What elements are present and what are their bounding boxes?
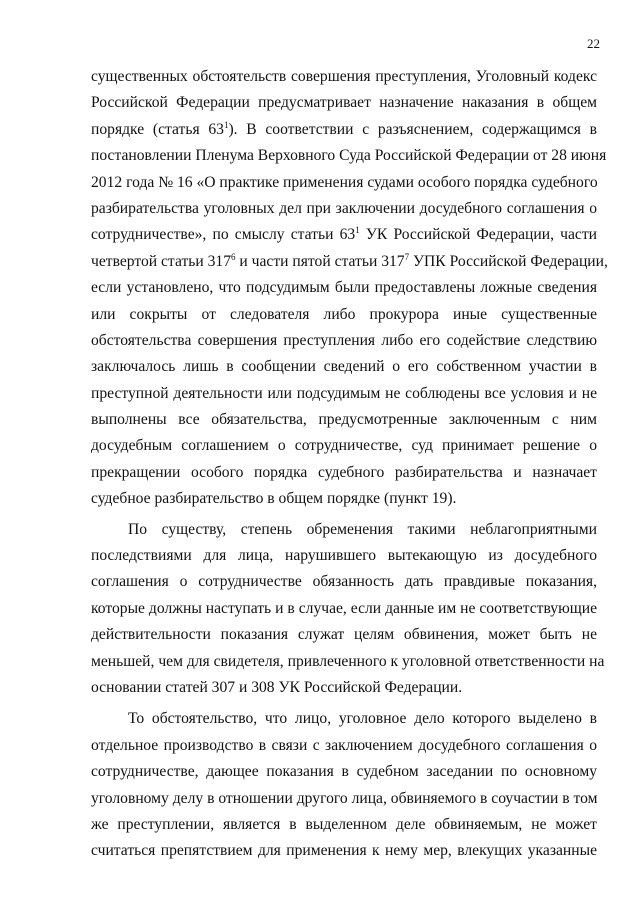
text-segment: преступной деятельности или подсудимым не соблюдены все условия и не: [91, 384, 597, 402]
text-line: [91, 407, 597, 433]
superscript: 1: [223, 119, 229, 130]
text-segment: же преступлении, является в выделенном деле обвиняемым, не может: [91, 815, 597, 833]
text-line: [91, 486, 597, 512]
page-number: 22: [587, 36, 600, 51]
text-segment: сотрудничестве, дающее показания в судебном заседании по основному: [91, 763, 597, 781]
text-line: [91, 706, 597, 732]
text-line: [91, 675, 597, 701]
text-segment: выполнены все обязательства, предусмотренные заключенным с ним: [91, 411, 597, 429]
text-segment: существенных обстоятельств совершения преступления, Уголовный кодекс: [91, 68, 597, 85]
text-segment: последствиями для лица, нарушившего вытекающую из досудебного: [91, 547, 597, 565]
text-line: [91, 759, 597, 785]
text-segment: считаться препятствием для применения к нему мер, влекущих указанные: [91, 842, 597, 860]
text-line: [91, 433, 597, 459]
text-segment: То обстоятельство, что лицо, уголовное дело которого выделено в: [128, 710, 597, 728]
text-segment: 2012 года № 16 «О практике применения судами особого порядка судебного: [91, 173, 598, 191]
paragraph: [91, 706, 597, 864]
text-line: [91, 196, 597, 222]
text-line: [91, 90, 597, 116]
text-line: [91, 143, 607, 169]
text-line: [91, 733, 597, 759]
text-line: [91, 381, 597, 407]
text-segment: отдельное производство в связи с заключением досудебного соглашения о: [91, 736, 597, 754]
body-text: [91, 64, 608, 865]
text-line: [91, 328, 597, 354]
text-segment: обстоятельства совершения преступления либо его содействие следствию: [91, 331, 597, 349]
text-segment: основании статей 307 и 308 УК Российской Федерации.: [91, 678, 463, 696]
superscript: 1: [355, 225, 360, 236]
text-line: [91, 117, 597, 143]
text-line: [91, 275, 597, 301]
text-segment: и части пятой статьи 317: [235, 252, 405, 270]
text-segment: если установлено, что подсудимым были предоставлены ложные сведения: [91, 279, 597, 297]
text-segment: УК Российской Федерации, части: [359, 226, 597, 244]
text-line: [91, 460, 597, 486]
text-segment: постановлении Пленума Верховного Суда Российской Федерации от 28 июня: [91, 147, 607, 165]
text-segment: По существу, степень обременения такими неблагоприятными: [128, 520, 597, 538]
text-line: [91, 543, 597, 569]
text-segment: УПК Российской Федерации,: [409, 252, 608, 270]
text-segment: четвертой статьи 317: [91, 252, 232, 270]
text-segment: Российской Федерации предусматривает назначение наказания в общем: [91, 94, 597, 112]
text-line: [91, 517, 597, 543]
superscript: 6: [231, 251, 236, 262]
text-segment: судебное разбирательство в общем порядке (пункт 19).: [91, 490, 457, 508]
text-line: [91, 302, 597, 328]
text-line: [91, 622, 597, 648]
superscript: 7: [404, 251, 410, 262]
paragraph: [91, 517, 605, 702]
text-line: [91, 838, 597, 864]
text-segment: порядке (статья 63: [91, 120, 224, 138]
text-segment: заключалось лишь в сообщении сведений о его собственном участии в: [91, 358, 597, 376]
text-line: [91, 812, 597, 838]
paragraph: [91, 64, 608, 513]
text-line: [91, 569, 597, 595]
text-segment: которые должны наступать и в случае, если данные им не соответствующие: [91, 599, 597, 617]
text-line: [91, 64, 597, 90]
text-segment: действительности показания служат целям обвинения, может быть не: [91, 626, 597, 644]
text-segment: сотрудничестве», по смыслу статьи 63: [91, 226, 356, 244]
text-line: [91, 170, 597, 196]
text-segment: уголовному делу в отношении другого лица, обвиняемого в соучастии в том: [91, 789, 598, 807]
text-line: [91, 649, 605, 675]
text-segment: соглашения о сотрудничестве обязанность дать правдивые показания,: [91, 573, 597, 591]
text-line: [91, 222, 597, 248]
text-line: [91, 249, 608, 275]
text-line: [91, 786, 597, 812]
text-segment: досудебным соглашением о сотрудничестве, суд принимает решение о: [91, 437, 597, 455]
text-line: [91, 354, 597, 380]
text-segment: меньшей, чем для свидетеля, привлеченного к уголовной ответственности на: [91, 652, 605, 670]
text-segment: или сокрыты от следователя либо прокурора иные существенные: [91, 305, 597, 323]
text-segment: разбирательства уголовных дел при заключении досудебного соглашения о: [91, 199, 597, 217]
text-line: [91, 596, 597, 622]
text-segment: прекращении особого порядка судебного разбирательства и назначает: [91, 463, 597, 481]
text-segment: ). В соответствии с разъяснением, содержащимся в: [228, 120, 598, 138]
